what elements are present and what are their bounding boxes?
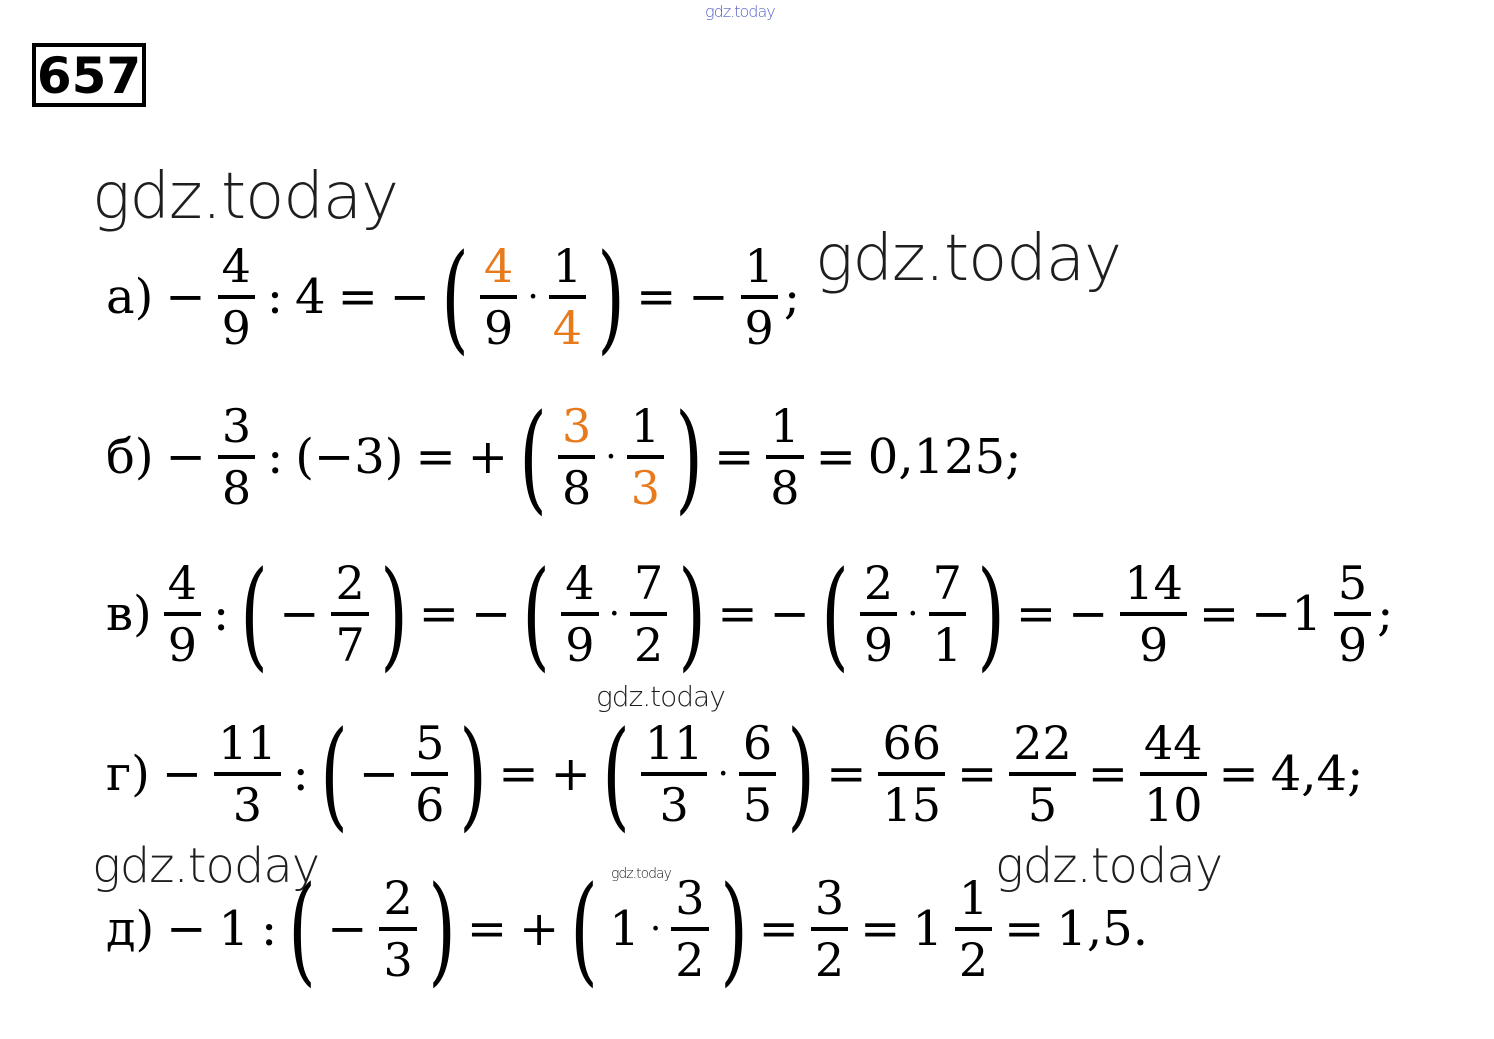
equals-sign: = [758,901,799,957]
denominator: 8 [221,461,252,515]
minus-sign: − [166,901,207,957]
division-sign: : [213,586,230,642]
denominator: 9 [484,301,514,355]
multiply-dot: · [605,436,617,478]
numerator: 6 [742,716,773,770]
numerator: 22 [1013,716,1072,770]
right-paren: ) [678,545,707,683]
equation-g [100,705,1369,843]
denominator: 9 [221,301,251,355]
fraction [218,399,255,515]
equals-sign: = [717,586,758,642]
numerator: 44 [1143,716,1203,770]
number: 1 [609,901,640,957]
equals-sign: = [956,746,998,802]
equals-sign: = [714,429,755,485]
equation-v [100,545,1394,683]
numerator: 7 [932,556,962,610]
division-sign: : [266,269,284,325]
right-paren: ) [597,228,625,366]
denominator: 9 [1138,618,1169,672]
fraction [1334,556,1371,672]
minus-sign: − [769,586,810,642]
numerator: 4 [565,556,595,610]
plus-sign: + [467,429,508,485]
item-label: а) [106,269,154,325]
denominator: 9 [863,618,894,672]
fraction [929,556,966,672]
denominator: 2 [634,618,664,672]
denominator: 9 [167,618,198,672]
right-paren: ) [427,860,456,998]
multiply-dot: · [527,276,539,318]
numerator: 4 [484,239,514,293]
denominator: 5 [742,778,773,832]
numerator: 3 [221,399,252,453]
right-paren: ) [459,705,488,843]
numerator: 66 [882,716,941,770]
minus-sign: − [1068,586,1109,642]
equals-sign: = [636,269,677,325]
watermark: gdz.today [995,838,1223,894]
minus-sign: − [389,269,430,325]
equals-sign: = [337,269,378,325]
right-paren: ) [675,388,703,526]
equation-b [100,388,1027,526]
denominator: 8 [562,461,592,515]
minus-sign: − [358,746,400,802]
numerator: 1 [630,399,661,453]
watermark: gdz.today [596,680,725,713]
decimal-result: 1,5. [1056,901,1148,957]
numerator: 3 [562,399,592,453]
division-sign: : [261,901,278,957]
right-paren: ) [787,705,816,843]
fraction [214,716,281,832]
fraction [860,556,897,672]
denominator: 8 [770,461,800,515]
problem-number: 657 [32,43,146,107]
numerator: 2 [383,871,413,925]
watermark: gdz.today [611,866,671,882]
fraction [955,871,992,987]
decimal-result: 4,4; [1270,746,1364,802]
left-paren: ( [522,545,551,683]
fraction [671,871,708,987]
item-label: в) [106,586,152,642]
left-paren: ( [519,388,547,526]
numerator: 2 [863,556,894,610]
numerator: 11 [644,716,704,770]
fraction [630,556,667,672]
denominator: 3 [630,461,661,515]
item-label: б) [106,429,154,485]
semicolon: ; [783,269,800,325]
equation-a [100,228,800,366]
denominator: 7 [335,618,365,672]
denominator: 5 [1027,778,1058,832]
denominator: 9 [1337,618,1368,672]
denominator: 4 [552,301,583,355]
minus-sign: − [161,746,203,802]
number: 4 [295,269,326,325]
multiply-dot: · [717,753,729,795]
equals-sign: = [1198,586,1240,642]
equals-sign: = [1015,586,1057,642]
left-paren: ( [441,228,469,366]
left-paren: ( [570,860,599,998]
left-paren: ( [820,545,849,683]
number: (−3) [295,429,404,485]
denominator: 2 [958,933,989,987]
mixed-whole: 1 [912,901,943,957]
fraction [558,399,595,515]
left-paren: ( [288,860,317,998]
numerator: 4 [221,239,251,293]
right-paren: ) [719,860,748,998]
equals-sign: = [826,746,867,802]
numerator: 11 [218,716,277,770]
right-paren: ) [977,545,1005,683]
denominator: 3 [659,778,689,832]
fraction [641,716,708,832]
numerator: 1 [552,239,583,293]
numerator: 3 [814,871,845,925]
semicolon: ; [1377,586,1394,642]
equals-sign: = [418,586,460,642]
minus-sign: − [279,586,320,642]
division-sign: : [292,746,309,802]
plus-sign: + [550,746,591,802]
equals-sign: = [466,901,508,957]
numerator: 2 [335,556,365,610]
fraction [379,871,416,987]
numerator: 14 [1124,556,1183,610]
multiply-dot: · [608,593,621,635]
equals-sign: = [815,429,856,485]
numerator: 5 [1337,556,1368,610]
denominator: 2 [814,933,845,987]
left-paren: ( [602,705,630,843]
equals-sign: = [1087,746,1128,802]
minus-sign: − [165,429,206,485]
denominator: 6 [415,778,445,832]
left-paren: ( [320,705,348,843]
denominator: 1 [932,618,962,672]
right-paren: ) [379,545,408,683]
fraction [741,239,778,355]
numerator: 1 [958,871,989,925]
numerator: 5 [415,716,445,770]
numerator: 4 [167,556,198,610]
fraction [480,239,517,355]
fraction [627,399,664,515]
numerator: 1 [770,399,800,453]
minus-sign: − [471,586,512,642]
denominator: 15 [882,778,941,832]
fraction [1009,716,1076,832]
fraction [561,556,598,672]
equals-sign: = [498,746,539,802]
equals-sign: = [860,901,901,957]
watermark: gdz.today [92,160,398,234]
fraction [549,239,586,355]
equals-sign: = [1004,901,1045,957]
left-paren: ( [240,545,269,683]
fraction [164,556,201,672]
fraction [218,239,255,355]
fraction [331,556,368,672]
fraction [739,716,776,832]
denominator: 9 [565,618,595,672]
minus-sign: − [688,269,729,325]
denominator: 3 [383,933,413,987]
denominator: 9 [744,301,774,355]
denominator: 3 [232,778,262,832]
multiply-dot: · [907,593,919,635]
numerator: 1 [744,239,774,293]
equals-sign: = [415,429,456,485]
equals-sign: = [1218,746,1259,802]
fraction [1140,716,1207,832]
numerator: 7 [634,556,664,610]
watermark: gdz.today [92,838,320,894]
numerator: 3 [675,871,705,925]
fraction [811,871,848,987]
division-sign: : [267,429,284,485]
multiply-dot: · [649,908,662,950]
denominator: 10 [1143,778,1203,832]
item-label: д) [106,901,155,957]
minus-sign: − [327,901,368,957]
fraction [1120,556,1187,672]
minus-sign: − [165,269,206,325]
watermark: gdz.today [815,222,1121,296]
item-label: г) [106,746,150,802]
plus-sign: + [519,901,560,957]
decimal-result: 0,125; [867,429,1022,485]
number: 1 [218,901,250,957]
fraction [766,399,803,515]
denominator: 2 [675,933,705,987]
fraction [411,716,448,832]
mixed-whole: −1 [1251,586,1322,642]
watermark: gdz.today [705,2,775,21]
fraction [878,716,945,832]
